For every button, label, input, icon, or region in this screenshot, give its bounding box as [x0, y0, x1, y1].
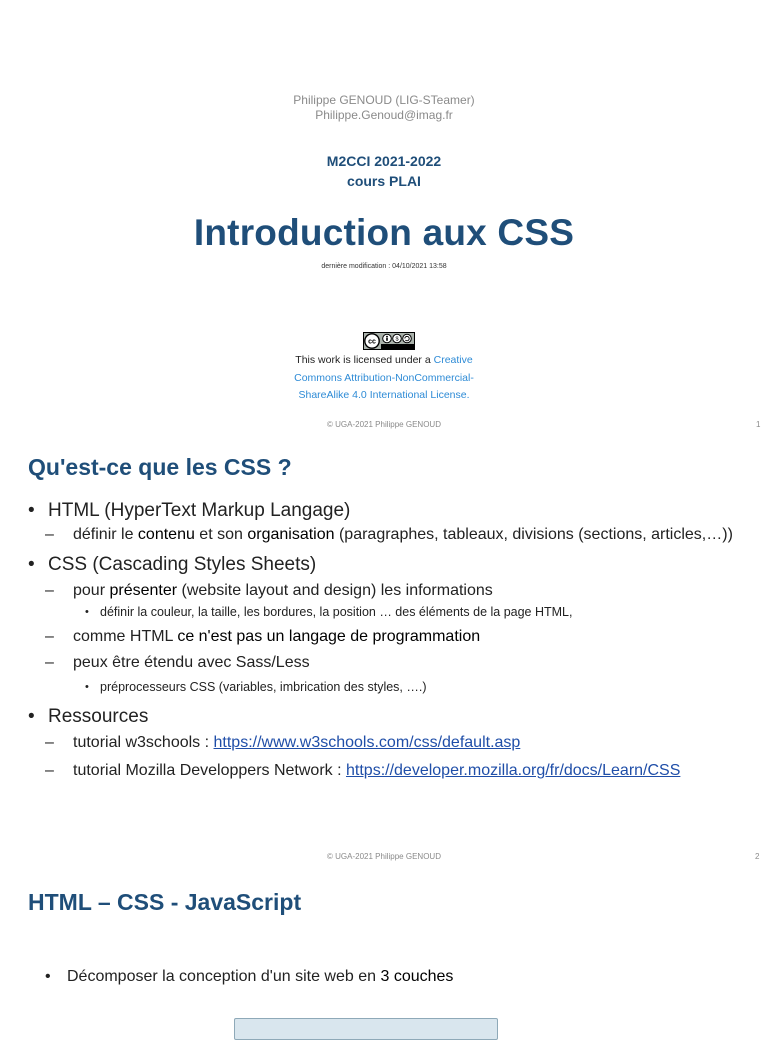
course-year: M2CCI 2021-2022 [326, 153, 442, 169]
last-modified: dernière modification : 04/10/2021 13:58 [321, 263, 447, 270]
license-prefix: This work is licensed under a [295, 354, 431, 366]
license-link-1[interactable]: Creative [433, 354, 473, 366]
license-link-2[interactable]: Commons Attribution-NonCommercial- [294, 371, 474, 384]
slide2-footer: © UGA-2021 Philippe GENOUD [327, 852, 441, 861]
author-block [0, 93, 768, 123]
license-link-3[interactable]: ShareAlike 4.0 International License. [298, 389, 470, 401]
svg-text:$: $ [395, 336, 399, 343]
course-block [0, 151, 768, 191]
sub-bullet-css-present: – pour présenter (website layout and design) les informations [45, 582, 493, 599]
slide1-page-number: 1 [756, 420, 761, 429]
license-text [0, 352, 768, 405]
bullet-html: • HTML (HyperText Markup Langage) [28, 500, 351, 521]
slide3-bullet: • Décomposer la conception d'un site web en 3 couches [45, 968, 454, 985]
slide3-title: HTML – CSS - JavaScript [28, 889, 302, 915]
course-name: cours PLAI [347, 173, 421, 189]
w3schools-link[interactable]: https://www.w3schools.com/css/default.asp [213, 734, 521, 751]
layer-diagram-box [234, 1018, 498, 1040]
author-email: Philippe.Genoud@imag.fr [315, 108, 453, 122]
sub-bullet-html-content: – définir le contenu et son organisation (paragraphes, tableaux, divisions (sections, articles,…)) [45, 526, 733, 543]
mdn-link[interactable]: https://developer.mozilla.org/fr/docs/Learn/CSS [346, 762, 681, 779]
sub-bullet-mdn: – tutorial Mozilla Developpers Network : https://developer.mozilla.org/fr/docs/Learn/CSS [45, 762, 681, 779]
svg-text:cc: cc [368, 338, 376, 346]
bullet-resources: • Ressources [28, 706, 149, 727]
sub-bullet-w3schools: – tutorial w3schools : https://www.w3schools.com/css/default.asp [45, 734, 521, 751]
slide2-bullet-list [28, 498, 748, 782]
author-name: Philippe GENOUD (LIG-STeamer) [293, 93, 475, 107]
bullet-css: • CSS (Cascading Styles Sheets) [28, 554, 317, 575]
slide1-footer: © UGA-2021 Philippe GENOUD [327, 420, 441, 429]
slide1-title: Introduction aux CSS [193, 212, 575, 253]
sub-sub-bullet-css-detail: • définir la couleur, la taille, les bordures, la position … des éléments de la page HTML, [85, 605, 573, 619]
sub-bullet-css-not-programming: – comme HTML ce n'est pas un langage de programmation [45, 628, 481, 645]
slide2-title: Qu'est-ce que les CSS ? [28, 454, 292, 480]
slide2-page-number: 2 [755, 852, 760, 861]
sub-bullet-css-sass: – peux être étendu avec Sass/Less [45, 654, 310, 671]
cc-license-icon[interactable] [363, 332, 415, 350]
sub-sub-bullet-preprocessors: • préprocesseurs CSS (variables, imbrication des styles, ….) [85, 680, 427, 694]
